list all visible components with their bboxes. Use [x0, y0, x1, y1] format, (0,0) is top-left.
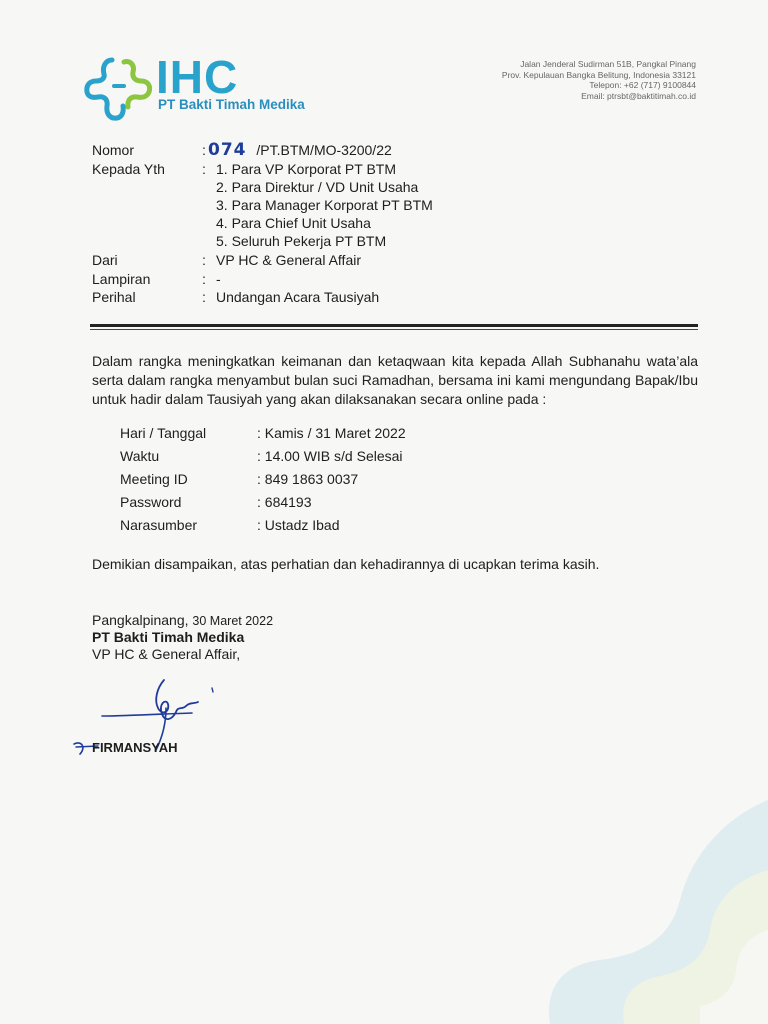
dari-value: VP HC & General Affair	[216, 252, 361, 268]
colon: :	[202, 142, 206, 158]
recipient-item: 1. Para VP Korporat PT BTM	[216, 161, 397, 177]
address-line: Prov. Kepulauan Bangka Belitung, Indonesia 33121	[501, 69, 696, 80]
nomor-value: /PT.BTM/MO-3200/22	[256, 142, 392, 158]
logo-wordmark: IHC	[156, 51, 239, 103]
logo-company-name: PT Bakti Timah Medika	[158, 97, 305, 112]
detail-label: Hari / Tanggal	[120, 425, 207, 441]
recipient-item: 2. Para Direktur / VD Unit Usaha	[216, 179, 419, 195]
colon: :	[202, 289, 206, 305]
colon: :	[202, 252, 206, 268]
company-address	[396, 59, 696, 101]
detail-value: : 14.00 WIB s/d Selesai	[257, 448, 403, 464]
recipient-item: 3. Para Manager Korporat PT BTM	[216, 197, 433, 213]
detail-label: Waktu	[120, 448, 160, 464]
ihc-cross-logo-icon	[84, 56, 152, 122]
logo-watermark-icon	[520, 780, 768, 1024]
closing-sentence: Demikian disampaikan, atas perhatian dan kehadirannya di ucapkan terima kasih.	[92, 556, 600, 572]
recipient-item: 4. Para Chief Unit Usaha	[216, 215, 371, 231]
divider	[90, 329, 698, 330]
perihal-label: Perihal	[92, 289, 136, 305]
sign-date: 30 Maret 2022	[192, 614, 274, 628]
detail-label: Narasumber	[120, 517, 198, 533]
detail-value: : Ustadz Ibad	[257, 517, 340, 533]
perihal-value: Undangan Acara Tausiyah	[216, 289, 380, 305]
detail-value: : Kamis / 31 Maret 2022	[257, 425, 406, 441]
recipient-item: 5. Seluruh Pekerja PT BTM	[216, 233, 387, 249]
nomor-value-group	[208, 141, 392, 159]
kepada-label: Kepada Yth	[92, 161, 165, 177]
sign-company: PT Bakti Timah Medika	[92, 629, 245, 645]
signatory-name: FIRMANSYAH	[92, 740, 178, 755]
body-paragraph: Dalam rangka meningkatkan keimanan dan ketaqwaan kita kepada Allah Subhanahu wata’ala serta dalam rangka menyambut bulan suci Ramadhan, bersama ini kami mengundang Bapak/Ibu untuk hadir dalam Tausiyah yang akan dilaksanakan secara online pada :	[92, 353, 698, 407]
colon: :	[202, 271, 206, 287]
detail-label: Password	[120, 494, 182, 510]
lampiran-value: -	[216, 271, 221, 287]
sign-role: VP HC & General Affair,	[92, 646, 241, 662]
colon: :	[202, 161, 206, 177]
company-logo	[84, 51, 314, 126]
nomor-label: Nomor	[92, 142, 135, 158]
address-line: Email: ptrsbt@baktitimah.co.id	[581, 90, 696, 101]
sign-place: Pangkalpinang,	[92, 612, 189, 628]
detail-label: Meeting ID	[120, 471, 188, 487]
detail-value: : 684193	[257, 494, 312, 510]
sign-place-date	[92, 612, 273, 628]
divider	[90, 324, 698, 327]
detail-value: : 849 1863 0037	[257, 471, 359, 487]
dari-label: Dari	[92, 252, 118, 268]
address-line: Jalan Jenderal Sudirman 51B, Pangkal Pinang	[520, 59, 696, 69]
lampiran-label: Lampiran	[92, 271, 151, 287]
address-line: Telepon: +62 (717) 9100844	[589, 80, 696, 90]
nomor-handwritten: 074	[208, 140, 247, 160]
